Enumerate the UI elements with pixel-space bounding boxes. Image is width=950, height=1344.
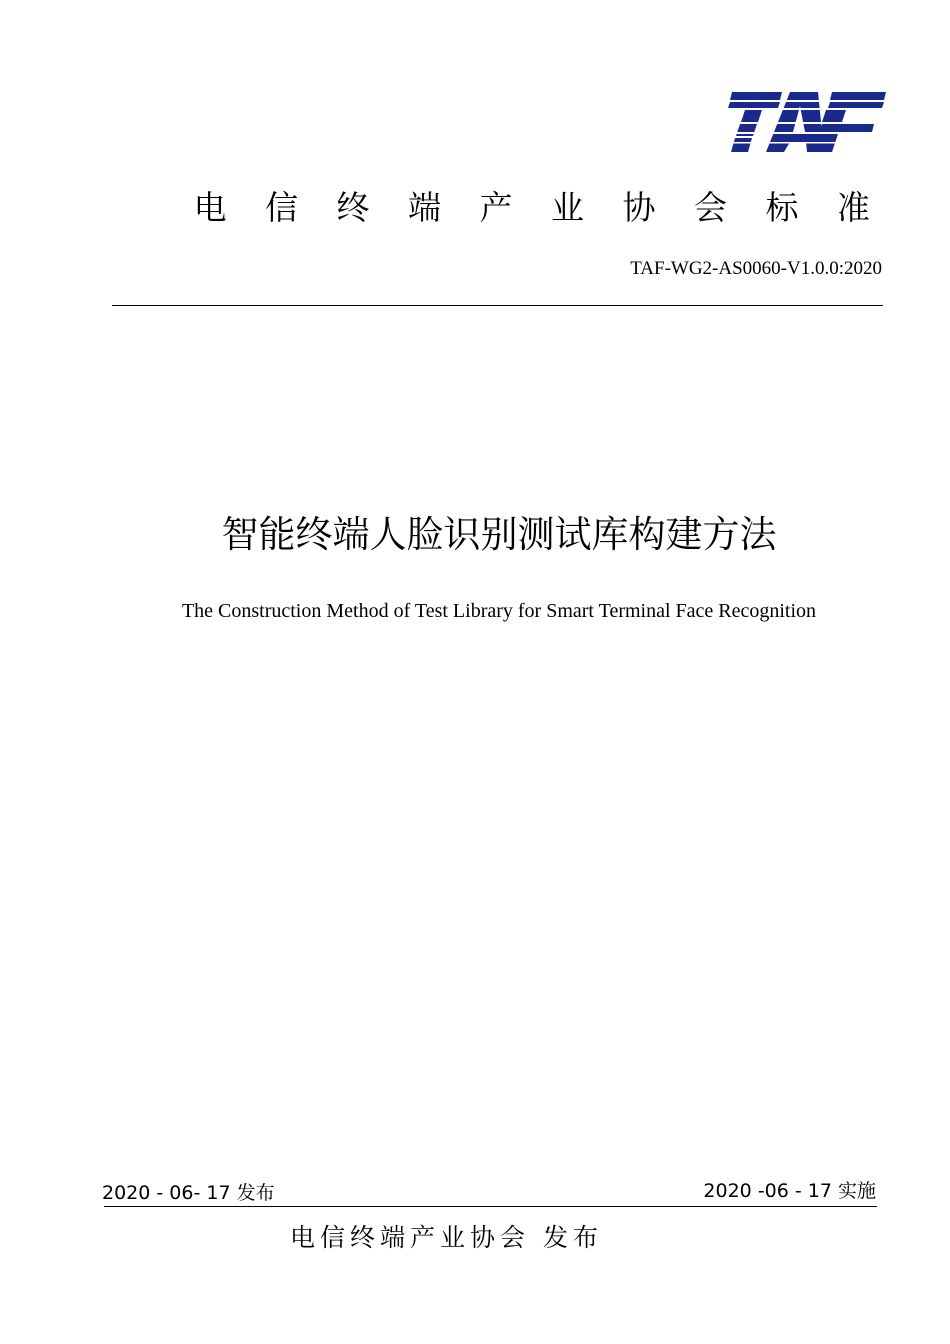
taf-logo: [718, 88, 888, 158]
document-title-chinese: 智能终端人脸识别测试库构建方法: [221, 513, 777, 556]
standard-category: 电 信 终 端 产 业 协 会 标 准: [193, 188, 884, 227]
footer-divider: [104, 1206, 877, 1207]
effective-date: 2020 -06 - 17 实施: [703, 1180, 876, 1202]
document-code: TAF-WG2-AS0060-V1.0.0:2020: [630, 258, 882, 279]
document-title-english: The Construction Method of Test Library for Smart Terminal Face Recognition: [181, 600, 817, 622]
publisher: 电信终端产业协会 发布: [290, 1223, 603, 1252]
publish-date: 2020 - 06- 17 发布: [102, 1182, 275, 1204]
header-divider: [112, 305, 883, 306]
